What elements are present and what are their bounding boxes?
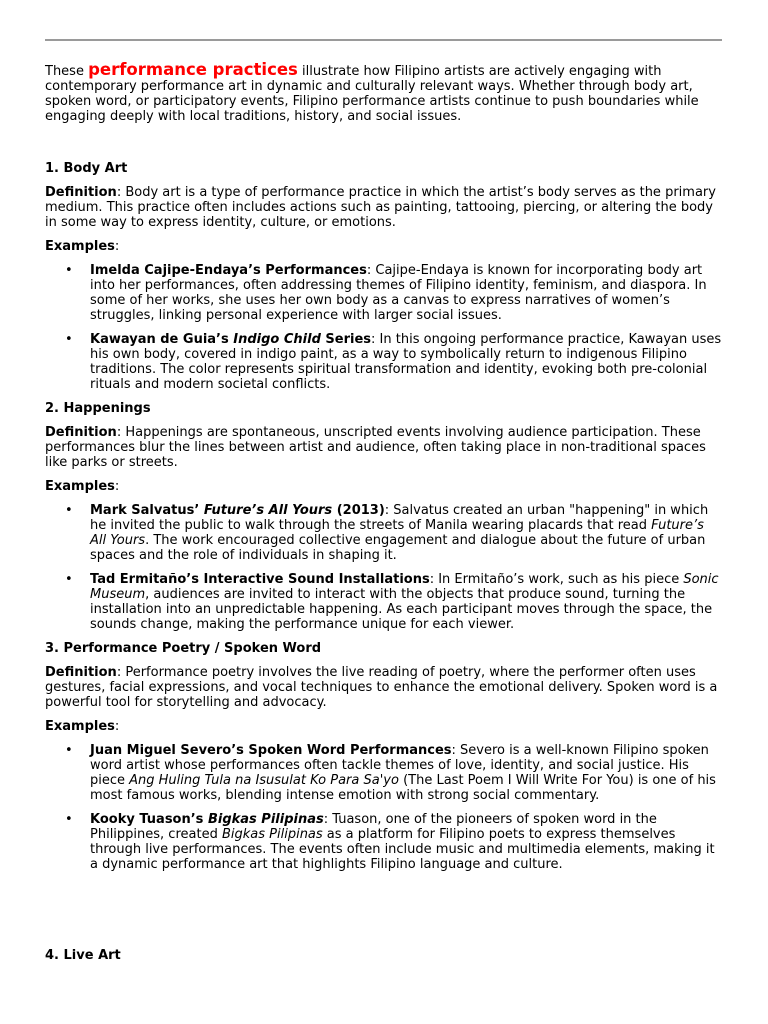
example-text-cont: as a platform for Filipino poets to express themselves through live performances. The events often include music and multimedia elements, making it a dynamic performance art that highlights Filipino language and culture. [90,827,715,872]
list-item [45,743,723,803]
section-body-art [45,161,723,392]
intro-highlight: performance practices [88,60,298,79]
definition-paragraph [45,425,723,470]
example-italic-title: Future’s All Yours [90,518,704,548]
examples-label-text: Examples [45,239,115,254]
section-heading: 3. Performance Poetry / Spoken Word [45,641,322,656]
document-body [45,62,723,972]
example-text-cont: (The Last Poem I Will Write For You) is one of his most famous works, blending intense emotion with strong social commentary. [90,773,716,803]
examples-label-text: Examples [45,479,115,494]
definition-label: Definition [45,665,117,680]
section-performance-poetry [45,641,723,872]
intro-rest: illustrate how Filipino artists are actively engaging with contemporary performance art in dynamic and culturally relevant ways. Whether through body art, spoken word, or participatory events, Filipino performance artists continue to push boundaries while engaging deeply with local traditions, history, and social issues. [45,64,699,124]
bullet-icon: • [65,572,73,587]
example-work-title: Bigkas Pilipinas [207,812,324,827]
example-italic-title: Sonic Museum [90,572,719,602]
definition-text: : Body art is a type of performance practice in which the artist’s body serves as the primary medium. This practice often includes actions such as painting, tattooing, piercing, or altering the body in some way to express identity, culture, or emotions. [45,185,716,230]
example-title: Imelda Cajipe-Endaya’s Performances [90,263,367,278]
definition-text: : Happenings are spontaneous, unscripted events involving audience participation. These performances blur the lines between artist and audience, often taking place in non-traditional spaces like parks or streets. [45,425,706,470]
section-heading: 2. Happenings [45,401,151,416]
bullet-icon: • [65,812,73,827]
intro-paragraph [45,62,723,124]
example-italic-title: Ang Huling Tula na Isusulat Ko Para Sa'yo [129,773,399,788]
examples-list [45,263,723,392]
examples-list [45,503,723,632]
list-item [45,263,723,323]
example-title: Kawayan de Guia’s [90,332,234,347]
example-text: : Tuason, one of the pioneers of spoken word in the Philippines, created [90,812,657,842]
example-title: Kooky Tuason’s [90,812,208,827]
definition-text: : Performance poetry involves the live reading of poetry, where the performer often uses gestures, facial expressions, and vocal techniques to enhance the emotional delivery. Spoken word is a powerful tool for storytelling and advocacy. [45,665,718,710]
example-text: : In this ongoing performance practice, Kawayan uses his own body, covered in indigo paint, as a way to symbolically return to indigenous Filipino traditions. The color represents spiritual transformation and identity, evoking both pre-colonial rituals and modern societal conflicts. [90,332,722,392]
examples-colon: : [114,479,120,494]
definition-paragraph [45,185,723,230]
section-heading: 1. Body Art [45,161,128,176]
bullet-icon: • [65,263,73,278]
section-heading-live-art: 4. Live Art [45,948,121,963]
examples-label [45,239,723,254]
example-text: : Salvatus created an urban "happening" in which he invited the public to walk through the streets of Manila wearing placards that read [90,503,709,533]
intro-prefix: These [45,64,89,79]
example-title: Tad Ermitaño’s Interactive Sound Installations [90,572,430,587]
example-title-suffix: Series [320,332,372,347]
definition-label: Definition [45,185,117,200]
examples-label [45,719,723,734]
section-happenings [45,401,723,632]
definition-paragraph [45,665,723,710]
examples-list [45,743,723,872]
bullet-icon: • [65,743,73,758]
header-rule [45,39,722,41]
example-text-cont: . The work encouraged collective engagement and dialogue about the future of urban spaces and the role of individuals in shaping it. [90,533,706,563]
examples-label-text: Examples [45,719,115,734]
bullet-icon: • [65,332,73,347]
list-item [45,332,723,392]
bullet-icon: • [65,503,73,518]
example-work-title: Future’s All Yours [203,503,333,518]
definition-label: Definition [45,425,117,440]
example-title: Mark Salvatus’ [90,503,204,518]
list-item [45,503,723,563]
examples-colon: : [114,239,120,254]
example-italic-title: Bigkas Pilipinas [221,827,323,842]
example-title-suffix: (2013) [332,503,385,518]
list-item [45,812,723,872]
list-item [45,572,723,632]
examples-label [45,479,723,494]
example-work-title: Indigo Child [233,332,321,347]
example-title: Juan Miguel Severo’s Spoken Word Performances [90,743,452,758]
example-text: : Severo is a well-known Filipino spoken word artist whose performances often tackle themes of love, identity, and social justice. His piece [90,743,709,788]
example-text-cont: , audiences are invited to interact with the objects that produce sound, turning the installation into an unpredictable happening. As each participant moves through the space, the sounds change, making the performance unique for each viewer. [90,587,713,632]
examples-colon: : [114,719,120,734]
example-text: : In Ermitaño’s work, such as his piece [429,572,684,587]
example-text: : Cajipe-Endaya is known for incorporating body art into her performances, often addressing themes of Filipino identity, feminism, and diaspora. In some of her works, she uses her own body as a canvas to express narratives of women’s struggles, linking personal experience with larger social issues. [90,263,707,323]
